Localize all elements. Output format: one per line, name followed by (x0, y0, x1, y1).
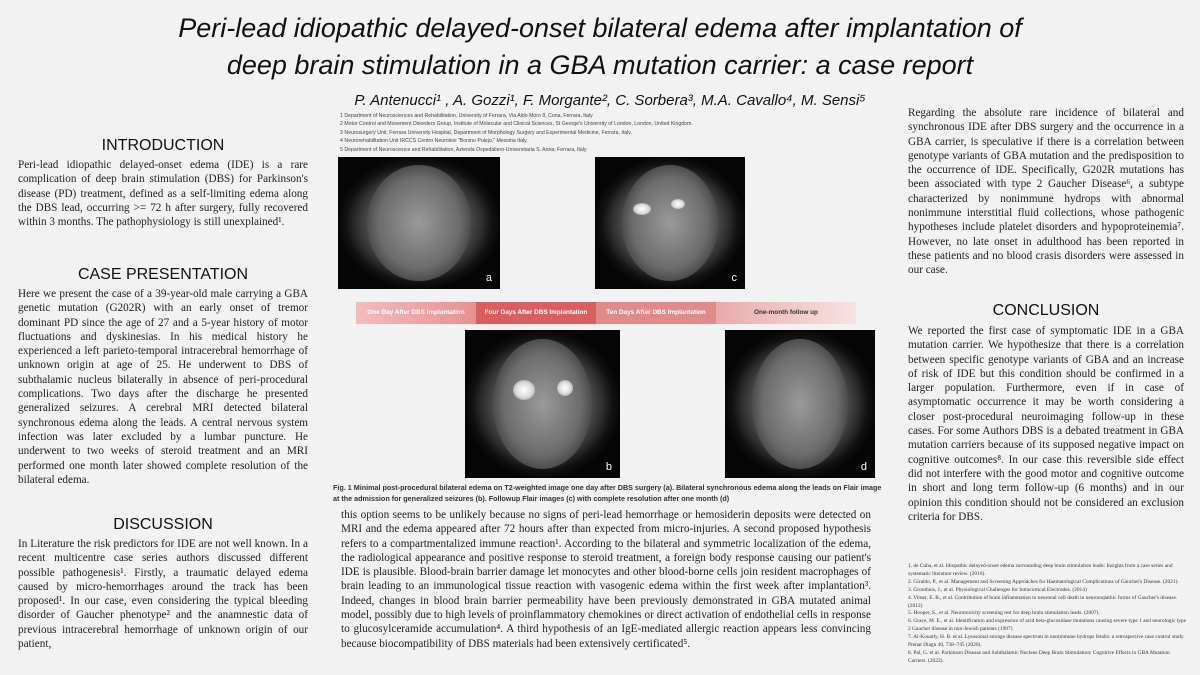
reference-7: 7. Al-Kouatly, H. B. et al. Lysosomal storage disease spectrum in nonimmune hydrops fetalis: a retrospective case control study. Prenat Diagn 40, 738–745 (2020). (908, 634, 1185, 649)
reference-3: 3. Groothuis, J., et al. Physiological Challenges for Intracortical Electrodes. (2014) (908, 586, 1087, 593)
image-label-d: d (860, 461, 867, 473)
mri-image-a (338, 157, 500, 289)
discussion-heading: DISCUSSION (113, 516, 213, 533)
image-label-a: a (485, 272, 492, 284)
affiliation-list (340, 112, 860, 154)
timeline-step-2: Four Days After DBS Implantation (476, 302, 596, 324)
figure-caption: Fig. 1 Minimal post-procedural bilateral edema on T2-weighted image one day after DBS surgery (a). Bilateral synchronous edema along the leads on Flair image at the admission for generalized seizures (b). Followup Flair images (c) with complete resolution after one month (d) (333, 483, 882, 503)
affiliation-4: 4 Neurorehabilitation Unit IRCCS Centro Neurolesi "Bonino Pulejo," Messina Italy. (340, 138, 528, 145)
introduction-text: Peri-lead idiopathic delayed-onset edema (IDE) is a rare complication of deep brain stimulation (DBS) for Parkinson's disease (PD) treatment, defined as a self-limiting edema along the DBS lead, occurring >= 72 h after surgery, fully recovered within 3 months. The pathophysiology is still unexplained¹. (18, 159, 308, 229)
reference-1: 1. de Cuba, et al. Idiopathic delayed-onset edema surrounding deep brain stimulation leads: Insights from a case series and systematic literature review. (2016). (908, 563, 1173, 577)
discussion-text: In Literature the risk predictors for IDE are not well known. In a recent multicentre case series authors discussed different possible pathogenesis¹. Firstly, a traumatic delayed edema caused by micro-hemorrhages around the track has been proposed¹. In our case, even considering the typical bleeding disorder of Gaucher phenotype² and the anamnestic data of previous intracerebral hemorrhage of unknown origin of our patient, (18, 538, 308, 651)
timeline-step-3: Ten Days After DBS Implantation (596, 302, 716, 324)
image-label-b: b (605, 461, 612, 473)
affiliation-1: 1 Department of Neurosciences and Rehabilitation, University of Ferrara, Via Aldo Moro 8, Cona, Ferrara, Italy (340, 113, 593, 119)
discussion-continued-text: this option seems to be unlikely because no signs of peri-lead hemorrhage or hemosiderin deposits were detected on MRI and the edema appeared after 72 hours after than expected from micro-injuries. A second proposed hypothesis refers to a compartmentalized immune reaction¹. According to the bilateral and symmetric localization of the edema, the radiological appearance and positive response to steroid treatment, a foreign body response causing our patient's IDE is plausible. Blood-brain barrier damage let monocytes and other blood-borne cells join resident macrophages of brain leading to an immunological tissue reaction with vasogenic edema within the first week after implantation³. Indeed, changes in blood brain barrier permeability have been previously demonstrated in GBA mutated animal model, possibly due to high levels of proinflammatory chemokines or direct activation of endothelial cells in response to glucosylceramide accumulation⁴. A third hypothesis of an IgE-mediated allergic reaction appears less convincing because biocompatibility of DBS materials had been extensively certificated⁵. (341, 509, 871, 650)
title-line-2: deep brain stimulation in a GBA mutation carrier: a case report (226, 50, 974, 80)
reference-6: 6. Grace, M. E., et al. Identification and expression of acid beta-glucosidase mutations causing severe type 1 and neurologic type 2 Gaucher disease in non-Jewish patients (1997) (908, 618, 1186, 633)
mri-image-d (725, 330, 875, 478)
author-list: P. Antenucci¹ , A. Gozzi¹, F. Morgante², C. Sorbera³, M.A. Cavallo⁴, M. Sensi⁵ (354, 92, 866, 109)
case-presentation-text: Here we present the case of a 39-year-old male carrying a GBA genetic mutation (G202R) with an early onset of tremor dominant PD since the age of 27 and a 5-year history of motor fluctuations and dyskinesias. In his medical history he experienced a left parieto-temporal intracerebral hemorrhage of unknown origin at age of 25. He underwent to DBS of subthalamic nucleus bilaterally in absence of peri-procedural complications. Two days after the discharge he presented generalized seizures. A cerebral MRI detected bilateral synchronous edema along the leads. A central nervous system infection was later excluded by a lumbar puncture. He underwent to two weeks of steroid treatment and an MRI performed one month later showed complete resolution of the bilateral edema. (18, 288, 308, 486)
title-line-1: Peri-lead idiopathic delayed-onset bilateral edema after implantation of (178, 13, 1022, 43)
affiliation-3: 3 Neurosurgery Unit, Ferrara University Hospital, Department of Morphology Surgery and Experimental Medicine, Ferrara, Italy. (340, 129, 632, 136)
reference-5: 5. Hooper, S., et al. Neurotoxicity screening test for deep brain stimulation leads. (2007). (908, 610, 1100, 617)
reference-list (908, 563, 1188, 666)
mri-image-c (595, 157, 745, 289)
reference-2: 2. Giraldo, P., et al. Management and Screening Approaches for Haematological Complications of Gaucher's Disease. (2021). (908, 578, 1179, 585)
conclusion-heading: CONCLUSION (992, 302, 1100, 319)
poster-title (0, 10, 1200, 84)
affiliation-2: 2 Motor Control and Movement Disorders Group, Institute of Molecular and Clinical Sciences, St George's University of London, London, United Kingdom. (340, 121, 693, 128)
mri-image-b (465, 330, 620, 478)
conclusion-text: We reported the first case of symptomatic IDE in a GBA mutation carrier. We hypothesize that there is a correlation between specific genotype variants of GBA and an increase of risk of IDE but this condition should be confirmed in a larger population. Furthermore, even if in case of asymptomatic occurrence it may be worth considering a closer post-procedural neuroimaging follow-up in these cases. For some Authors DBS is a debated treatment in GBA mutation carriers because of its supposed negative impact on cognitive outcomes⁸. In our case this reversible side effect did not interfere with the good motor and cognitive outcome in short and long term follow-up (6 months) and in our opinion this condition should not be considered an exclusion criteria for DBS. (908, 325, 1184, 523)
case-presentation-heading: CASE PRESENTATION (77, 266, 249, 283)
image-label-c: c (731, 272, 737, 284)
introduction-heading: INTRODUCTION (101, 137, 225, 154)
affiliation-5: 5 Department of Neuroscience and Rehabilitation, Azienda Ospedaliero-Universitaria S. Anna, Ferrara, Italy (340, 146, 587, 153)
reference-4: 4. Vitner, E. B., et al. Contribution of brain inflammation to neuronal cell death in neuronopathic forms of Gaucher's disease. (2012) (908, 594, 1178, 609)
discussion-right-text: Regarding the absolute rare incidence of bilateral and synchronous IDE after DBS surgery and the occurrence in a GBA carrier, is speculative if there is a correlation between genotype variants of GBA mutation and the predisposition to the occurrence of IDE. Specifically, G202R mutations has been associated with type 2 Gaucher Disease⁶, a subtype characterized by nonimmune hydrops with abnormal nonimmune interstitial fluid collections, whose pathogenic hypotheses include platelet disorders and hypoproteinemia⁷. However, no late onset in adulthood has been reported in these patients and no blood crasis disorders were assessed in our case. (908, 107, 1184, 277)
reference-8: 8. Pal, G. et al. Parkinson Disease and Subthalamic Nucleus Deep Brain Stimulation: Cognitive Effects in GBA Mutation Carriers. (2022). (908, 649, 1170, 664)
timeline-step-4: One-month follow up (716, 302, 856, 324)
timeline-step-1: One Day After DBS Implantation (356, 302, 476, 324)
